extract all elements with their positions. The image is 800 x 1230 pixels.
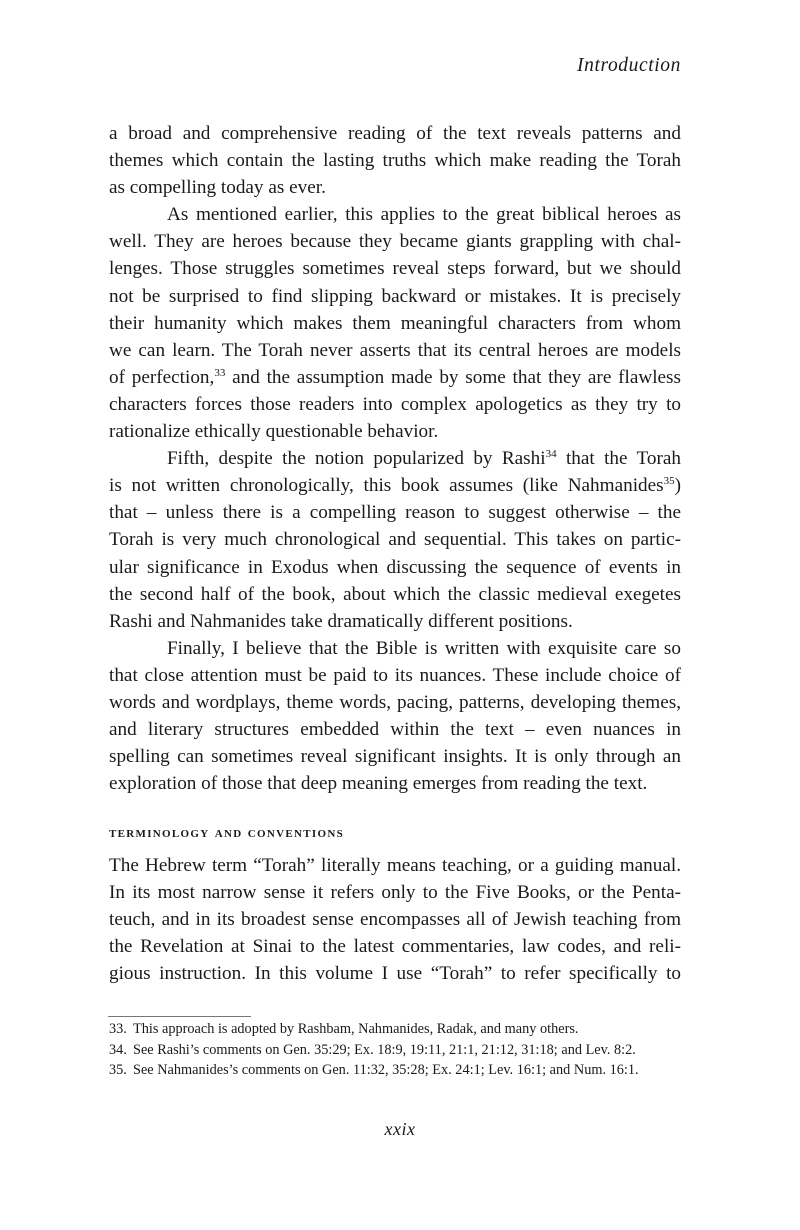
text-line: the second half of the book, about which the classic medieval exegetes: [109, 583, 681, 605]
footnote-reference[interactable]: 35: [663, 475, 675, 488]
text-line: rationalize ethically questionable behavior.: [109, 421, 439, 443]
text-line: characters forces those readers into complex apologetics as they try to: [109, 393, 681, 415]
footnote-reference[interactable]: 33: [214, 366, 226, 379]
text-line: As mentioned earlier, this applies to the great biblical heroes as: [167, 204, 681, 226]
text-line: lenges. Those struggles sometimes reveal steps forward, but we should: [109, 258, 681, 280]
text-line: that close attention must be paid to its nuances. These include choice of: [109, 664, 681, 686]
footnotes: [109, 1019, 689, 1081]
text-line: spelling can sometimes reveal significant insights. It is only through an: [109, 746, 681, 768]
text-line: not be surprised to find slipping backward or mistakes. It is precisely: [109, 285, 681, 307]
text-line: In its most narrow sense it refers only to the Five Books, or the Penta-: [109, 882, 681, 904]
text-line: a broad and comprehensive reading of the text reveals patterns and: [109, 123, 681, 144]
footnote: [109, 1019, 689, 1040]
running-head: Introduction: [577, 55, 681, 76]
text-line: Finally, I believe that the Bible is written with exquisite care so: [167, 637, 681, 659]
body-text: [109, 120, 681, 797]
text-line: themes which contain the lasting truths which make reading the Torah: [109, 150, 681, 172]
text-line: words and wordplays, theme words, pacing, patterns, developing themes,: [109, 691, 681, 713]
footnote-number: 33.: [109, 1021, 127, 1037]
text-line: as compelling today as ever.: [109, 177, 326, 199]
text-line: ular significance in Exodus when discussing the sequence of events in: [109, 556, 681, 578]
text-line: well. They are heroes because they became giants grappling with chal-: [109, 231, 681, 253]
footnote-text: See Rashi’s comments on Gen. 35:29; Ex. 18:9, 19:11, 21:1, 21:12, 31:18; and Lev. 8:2.: [133, 1041, 636, 1058]
footnote-reference[interactable]: 34: [545, 448, 557, 461]
text-line: the Revelation at Sinai to the latest commentaries, law codes, and reli-: [109, 936, 681, 958]
text-line: Fifth, despite the notion popularized by Rashi$^{34}$ that the Torah: [167, 448, 682, 470]
footnote-number: 35.: [109, 1062, 127, 1078]
text-line: gious instruction. In this volume I use “Torah” to refer specifically to: [109, 963, 681, 985]
footnote: [109, 1040, 689, 1061]
text-line: of perfection,$^{33}$ and the assumption made by some that they are flawless: [109, 366, 681, 388]
text-line: exploration of those that deep meaning emerges from reading the text.: [109, 773, 648, 795]
footnote-number: 34.: [109, 1041, 127, 1058]
text-line: The Hebrew term “Torah” literally means teaching, or a guiding manual.: [109, 855, 681, 876]
footnote-rule: [108, 1016, 251, 1017]
text-line: we can learn. The Torah never asserts that its central heroes are models: [109, 339, 681, 361]
footnote-text: See Nahmanides’s comments on Gen. 11:32, 35:28; Ex. 24:1; Lev. 16:1; and Num. 16:1.: [133, 1062, 639, 1078]
text-line: that – unless there is a compelling reason to suggest otherwise – the: [109, 502, 681, 524]
text-line: their humanity which makes them meaningful characters from whom: [109, 312, 681, 334]
text-line: teuch, and in its broadest sense encompasses all of Jewish teaching from: [109, 909, 681, 931]
text-line: Rashi and Nahmanides take dramatically different positions.: [109, 610, 573, 632]
page-number: xxix: [384, 1119, 416, 1139]
section-heading: terminology and conventions: [109, 824, 345, 841]
footnote: [109, 1060, 689, 1081]
text-line: and literary structures embedded within the text – even nuances in: [109, 719, 681, 741]
text-line: Torah is very much chronological and sequential. This takes on partic-: [109, 529, 681, 551]
footnote-text: This approach is adopted by Rashbam, Nahmanides, Radak, and many others.: [133, 1021, 579, 1037]
section-body-text: [109, 852, 681, 987]
text-line: is not written chronologically, this book assumes (like Nahmanides$^{35}$): [109, 475, 681, 497]
